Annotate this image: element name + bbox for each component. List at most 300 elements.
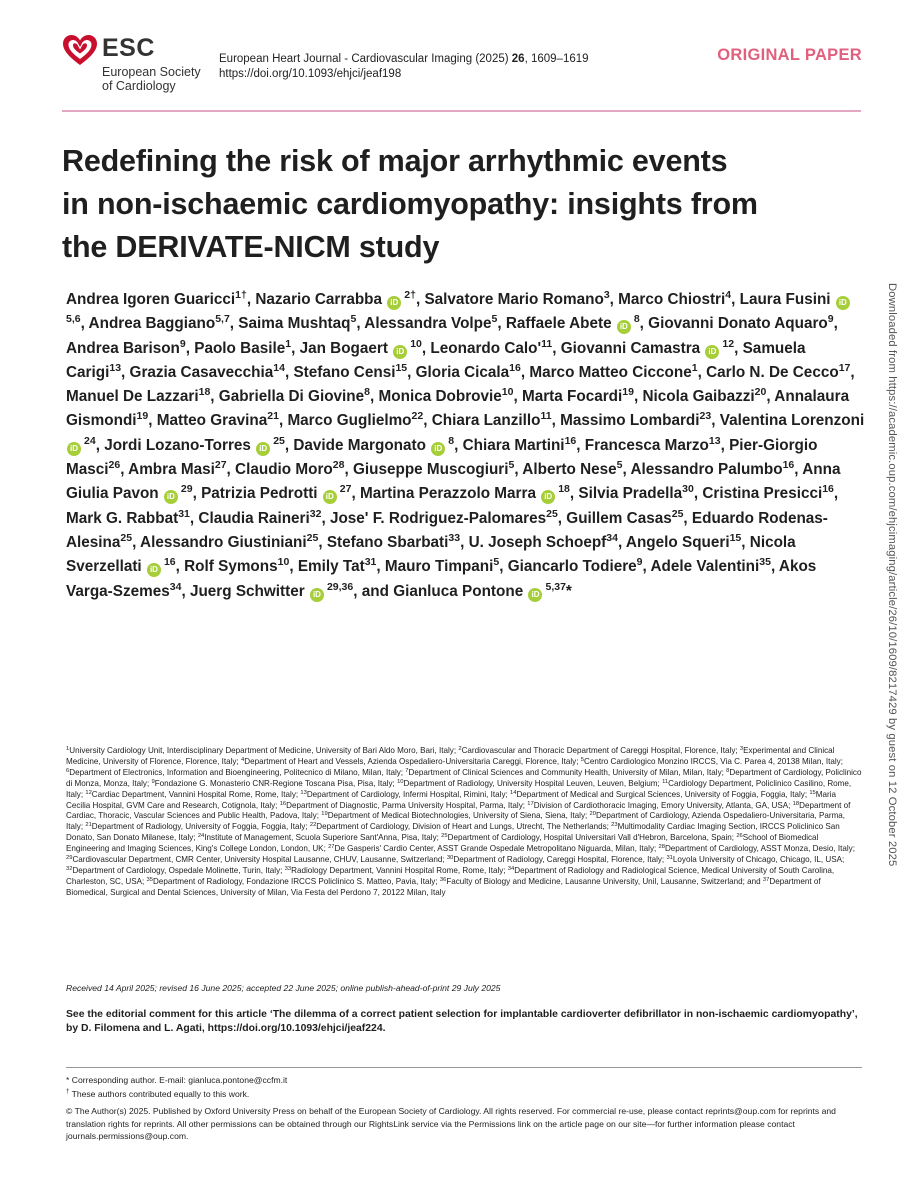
author-affiliation-number: 33 [448,531,461,544]
author-affiliation-number: 25 [306,531,319,544]
affiliation-text: Department of Radiology, University Hospital Leuven, Leuven, Belgium; [403,778,660,788]
author-affiliation-number: 26 [108,459,121,472]
affiliation-entry [440,877,761,886]
author-entry: Valentina Lorenzoni $iD^{24}$, [66,412,864,453]
author-entry: Giuseppe Muscogiuri$^5$, [352,459,523,479]
editorial-comment-note: See the editorial comment for this article ‘The dilemma of a correct patient selection for implantable cardioverter defibrillator in non-ischaemic cardiomyopathy’, by D. Filomena and L. Agati, https://doi.org/10.1093/ehjci/jeaf224. [66,1009,858,1034]
affiliation-text: Division of Cardiothoracic Imaging, Emory University, Atlanta, GA, USA; [533,800,791,810]
affiliation-number: 23 [611,822,618,829]
affiliation-entry [85,790,298,799]
author-entry: Andrea Baggiano$^{5,7}$, [88,313,239,333]
author-affiliation-number: 18 [558,483,570,496]
equal-contribution-footnote [66,1086,862,1100]
author-name[interactable]: Davide Margonato [293,436,426,454]
author-entry: Gabriella Di Giovine$^8$, [218,386,379,406]
corresponding-author-footnote: * Corresponding author. E-mail: gianluca.pontone@ccfm.it [66,1075,288,1085]
author-entry: U. Joseph Schoepf$^{34}$, [468,531,626,551]
author-affiliation-number: 34 [169,580,182,593]
author-entry [361,580,572,600]
author-affiliation-number: 16 [564,434,577,447]
affiliation-number: 35 [146,876,153,883]
author-entry: Giovanni Donato Aquaro$^9$, [648,313,838,333]
affiliation-text: Department of Heart and Vessels, Azienda Ospedaliero-Universitaria Careggi, Florence, Italy; [244,756,579,766]
affiliation-entry [405,768,724,777]
author-affiliation-number: 8 [448,434,455,447]
affiliation-number: 5 [580,756,584,763]
author-entry: Massimo Lombardi$^{23}$, [560,410,720,430]
author-name[interactable]: Silvia Pradella [578,485,683,503]
author-name[interactable]: Paolo Basile [194,339,286,357]
author-name[interactable]: Monica Dobrovie [378,388,502,406]
author-entry: Rolf Symons$^{10}$, [184,556,298,576]
author-name[interactable]: Martina Perazzolo Marra [359,485,536,503]
affiliation-text: Maria Cecilia Hospital, GVM Care and Research, Cotignola, Italy; [66,789,837,810]
author-affiliation-number: 15 [395,361,408,374]
affiliation-number: 20 [589,811,596,818]
author-entry: Giovanni Camastra $iD^{12}$, [560,337,743,357]
author-name[interactable]: Andrea Baggiano [88,315,216,333]
affiliation-number: 32 [66,865,73,872]
author-entry: Patrizia Pedrotti $iD^{27}$, [201,483,360,503]
author-affiliation-number: 28 [332,459,345,472]
header-divider [62,110,861,112]
author-name[interactable]: Raffaele Abete [505,315,612,333]
author-name[interactable]: Stefano Censi [293,363,396,381]
author-name[interactable]: Giovanni Camastra [560,339,701,357]
affiliation-number: 17 [527,800,534,807]
affiliation-text: Department of Cardiac, Thoracic, Vascular Sciences and Public Health, Padova, Italy; [66,800,851,821]
author-affiliation-number: 15 [729,531,742,544]
author-name[interactable]: Nicola Sverzellati [66,533,796,576]
paper-type-label: ORIGINAL PAPER [717,46,862,64]
affiliation-number: 24 [197,833,205,840]
author-affiliation-number: 32 [309,507,322,520]
affiliation-number: 10 [397,778,404,785]
affiliation-number: 16 [279,800,287,807]
affiliation-entry [66,855,445,864]
author-entry: Chiara Lanzillo$^{11}$, [431,410,561,430]
author-entry: Anna Giulia Pavon $iD^{29}$, [66,461,841,503]
affiliation-number: 29 [66,855,73,862]
affiliation-text: Centro Cardiologico Monzino IRCCS, Via C. Parea 4, 20138 Milan, Italy; [583,756,843,766]
author-name[interactable]: Alberto Nese [522,461,617,479]
author-name[interactable]: Jose' F. Rodriguez-Palomares [329,509,547,527]
author-entry: Alessandra Volpe$^5$, [364,313,506,333]
author-entry: Cristina Presicci$^{16}$, [702,483,839,503]
author-entry: Mauro Timpani$^5$, [384,556,508,576]
author-entry: Carlo N. De Cecco$^{17}$, [706,361,855,381]
affiliation-text: Experimental and Clinical Medicine, University of Florence, Florence, Italy; [66,746,835,766]
author-name[interactable]: Mark G. Rabbat [66,509,179,527]
orcid-icon[interactable]: iD [310,588,324,602]
author-name[interactable]: Gianluca Pontone [393,582,524,600]
affiliation-text: Department of Cardiology, Hospital Universitari Vall d'Hebron, Barcelona, Spain; [447,833,735,843]
author-entry: Salvatore Mario Romano$^3$, [424,289,619,308]
affiliation-text: Department of Medical Biotechnologies, University of Siena, Siena, Italy; [327,811,588,821]
author-affiliation-number: 25 [120,531,133,544]
author-entry: Marta Focardi$^{19}$, [521,386,643,406]
author-affiliation-number: 13 [109,361,122,374]
author-affiliation-number: 16 [163,556,176,569]
author-entry: Mark G. Rabbat$^{31}$, [66,507,199,527]
affiliation-entry [510,790,807,799]
orcid-icon[interactable]: iD [323,490,337,504]
journal-name: European Heart Journal - Cardiovascular Imaging (2025) [219,53,509,65]
author-affiliation-number: 27 [214,459,227,472]
author-name[interactable]: Angelo Squeri [625,533,730,551]
affiliation-text: Department of Cardiology, Infermi Hospital, Rimini, Italy; [306,789,508,799]
orcid-icon[interactable]: iD [393,345,407,359]
author-entry: Jordi Lozano-Torres $iD^{25}$, [104,434,294,454]
author-name[interactable]: Salvatore Mario Romano [424,291,604,308]
author-name[interactable]: Marco Guglielmo [287,412,412,430]
affiliation-number: 14 [510,789,517,796]
esc-heart-logo-icon [62,34,98,68]
affiliation-text: Loyola University of Chicago, Chicago, IL, USA; [672,855,845,865]
affiliation-text: Radiology Department, Vannini Hospital Rome, Rome, Italy; [291,865,506,875]
author-entry: Andrea Barison$^9$, [66,337,195,357]
author-entry: Alessandro Giustiniani$^{25}$, [140,531,327,551]
affiliation-entry [659,844,855,853]
author-entry: Paolo Basile$^1$, [194,337,300,357]
affiliation-text: Multimodality Cardiac Imaging Section, IRCCS Policlinico San Donato, San Donato Milanese, Italy; [66,822,840,843]
affiliation-entry [66,746,456,755]
author-name[interactable]: Adele Valentini [650,558,760,576]
author-name[interactable]: Juerg Schwitter [189,582,305,600]
affiliation-text: Department of Radiology, Fondazione IRCCS Policlinico S. Matteo, Pavia, Italy; [152,876,438,886]
copyright-notice: © The Author(s) 2025. Published by Oxford University Press on behalf of the European Society of Cardiology. All rights reserved. For commercial re-use, please contact reprints@oup.com for reprints and translation rights for reprints. All other permissions can be obtained through our RightsLink service via the Permissions link on the article page on our site—for further information please contact journals.permissions@oup.com. [66,1106,836,1142]
journal-volume: 26 [511,53,525,65]
author-name[interactable]: Nicola Gaibazzi [642,388,755,406]
author-name[interactable]: Carlo N. De Cecco [706,363,839,381]
author-entry: Chiara Martini$^{16}$, [462,434,585,454]
author-name[interactable]: Anna Giulia Pavon [66,461,841,503]
affiliation-number: 33 [284,865,292,872]
orcid-icon[interactable]: iD [67,442,81,456]
affiliation-number: 37 [762,876,770,883]
author-name[interactable]: Chiara Martini [462,436,565,454]
author-entry: Saima Mushtaq$^5$, [238,313,365,333]
affiliation-text: Department of Medical and Surgical Sciences, University of Foggia, Foggia, Italy; [516,789,808,799]
author-affiliation-number: 12 [722,337,735,350]
author-name[interactable]: Pier-Giorgio Masci [66,436,818,479]
author-affiliation-number: 23 [699,410,712,423]
author-name[interactable]: Grazia Casavecchia [129,363,274,381]
affiliation-text: University Cardiology Unit, Interdisciplinary Department of Medicine, University of Bari Aldo Moro, Bari, Italy; [69,746,457,755]
author-name[interactable]: U. Joseph Schoepf [468,533,607,551]
author-name[interactable]: Marco Matteo Ciccone [529,363,692,381]
affiliation-text: Faculty of Biology and Medicine, Lausanne University, Unil, Lausanne, Switzerland; and [446,876,761,886]
author-name[interactable]: Gabriella Di Giovine [218,388,365,406]
author-name[interactable]: Laura Fusini [739,291,831,308]
author-name[interactable]: Giancarlo Todiere [507,558,637,576]
author-affiliation-number: 5 [508,459,515,472]
author-affiliation-number: 5,37 [545,580,566,593]
author-affiliation-number: 29 [180,483,193,496]
affiliation-entry [397,779,660,788]
author-name[interactable]: Alessandro Palumbo [630,461,783,479]
affiliation-text: Cardiovascular and Thoracic Department of Careggi Hospital, Florence, Italy; [461,746,738,755]
affiliation-number: 6 [66,767,70,774]
affiliation-entry [151,779,394,788]
author-name[interactable]: Marta Focardi [521,388,623,406]
author-name[interactable]: Francesca Marzo [584,436,709,454]
author-name[interactable]: Gloria Cicala [415,363,510,381]
author-name[interactable]: Chiara Lanzillo [431,412,541,430]
affiliation-number: 27 [328,844,335,851]
author-name[interactable]: Matteo Gravina [156,412,268,430]
orcid-icon[interactable]: iD [705,345,719,359]
author-name[interactable]: Leonardo Calo' [430,339,542,357]
dagger-mark: † [66,1089,70,1096]
orcid-icon[interactable]: iD [617,320,631,334]
orcid-icon[interactable]: iD [541,490,555,504]
affiliation-number: 31 [666,855,673,862]
affiliation-text: Cardiac Department, Vannini Hospital Rome, Rome, Italy; [91,789,299,799]
affiliation-entry [85,822,307,831]
affiliation-number: 30 [446,855,454,862]
author-name[interactable]: Annalaura Gismondi [66,388,850,430]
author-name[interactable]: Jordi Lozano-Torres [104,436,251,454]
author-name[interactable]: Akos Varga-Szemes [66,558,817,600]
author-affiliation-number: 5 [616,459,623,472]
affiliation-entry [447,855,664,864]
author-affiliation-number: 2† [404,289,416,301]
author-affiliation-number: 9 [827,313,834,326]
author-affiliation-number: 1 [691,361,698,374]
journal-citation [219,52,589,82]
author-entry: Raffaele Abete $iD^8$, [505,313,649,333]
author-entry: Monica Dobrovie$^{10}$, [378,386,522,406]
author-name[interactable]: Samuela Carigi [66,339,806,381]
author-affiliation-number: 16 [782,459,795,472]
affiliation-number: 34 [507,865,515,872]
author-entry: Juerg Schwitter iD$^{29,36}$, [189,580,362,600]
author-affiliation-number: 30 [682,483,694,496]
affiliation-entry [147,877,438,886]
author-entry: Matteo Gravina$^{21}$, [156,410,288,430]
author-affiliation-number: 18 [198,386,211,399]
author-affiliation-number: 5 [493,556,500,569]
affiliation-entry [66,866,282,875]
affiliation-text: Department of Diagnostic, Parma University Hospital, Parma, Italy; [286,800,525,810]
author-name[interactable]: Giuseppe Muscogiuri [352,461,509,479]
download-watermark-text: Downloaded from https://academic.oup.com/ehjcimaging/article/26/10/1609/8217429 by guest on 12 October 2025 [886,283,898,867]
author-name[interactable]: Rolf Symons [184,558,278,576]
author-affiliation-number: 34 [606,531,618,544]
affiliation-text: Department of Cardiology, ASST Monza, Desio, Italy; [664,844,855,854]
affiliation-entry [328,844,656,853]
orcid-icon[interactable]: iD [836,296,850,310]
author-entry: Claudio Moro$^{28}$, [235,459,353,479]
received-dates: Received 14 April 2025; revised 16 June 2025; accepted 22 June 2025; online publish-ahead-of-print 29 July 2025 [66,983,501,993]
orcid-icon[interactable]: iD [431,442,445,456]
author-name[interactable]: Claudia Raineri [198,509,310,527]
doi-link[interactable]: https://doi.org/10.1093/ehjci/jeaf198 [219,68,402,80]
author-list [66,288,866,604]
author-affiliation-number: 3 [603,289,610,301]
author-name[interactable]: Cristina Presicci [702,485,823,503]
affiliation-number: 4 [240,756,245,763]
footnotes [66,1074,862,1100]
author-affiliation-number: 20 [754,386,767,399]
affiliation-text: Department of Clinical Sciences and Community Health, University of Milan, Milan, Italy; [408,767,724,777]
author-name[interactable]: Andrea Barison [66,339,180,357]
author-affiliation-number: 5,7 [215,313,230,326]
author-name[interactable]: Claudio Moro [235,461,333,479]
author-affiliation-number: 31 [178,507,190,520]
author-entry: Leonardo $Calo'^{11}$, [430,337,561,357]
logo-acronym: ESC [102,34,155,62]
author-name[interactable]: Stefano Sbarbati [326,533,449,551]
author-name[interactable]: Giovanni Donato Aquaro [648,315,828,333]
author-name[interactable]: Saima Mushtaq [238,315,351,333]
author-name[interactable]: Eduardo Rodenas-Alesina [66,509,828,551]
author-entry: Stefano Censi$^{15}$, [293,361,416,381]
author-entry: Marco Matteo Ciccone$^1$, [529,361,707,381]
author-affiliation-number: 10 [410,337,422,350]
affiliation-text: Cardiology Department, Policlinico Casilino, Rome, Italy; [66,778,852,799]
title-line-3: the DERIVATE-NICM study [62,230,440,264]
affiliation-entry [66,768,403,777]
affiliation-number: 25 [441,833,448,840]
author-entry: Pier-Giorgio Masci$^{26}$, [66,436,818,479]
author-entry: Nicola Gaibazzi$^{20}$, [642,386,775,406]
affiliation-entry [300,790,507,799]
author-entry: Giancarlo Todiere$^9$, [507,556,651,576]
affiliation-entry [280,801,525,810]
affiliation-number: 22 [309,822,317,829]
affiliation-entry [241,757,579,766]
author-name[interactable]: Andrea Igoren Guaricci [66,291,236,308]
author-entry: Manuel De Lazzari$^{18}$, [66,386,219,406]
author-entry: Nicola Sverzellati $iD^{16}$, [66,533,796,576]
author-affiliation-number: 25 [273,434,285,447]
author-entry: Gloria Cicala$^{16}$, [415,361,530,381]
author-entry: Emily Tat$^{31}$, [297,556,385,576]
author-entry: Grazia Casavecchia$^{14}$, [129,361,294,381]
author-entry: Claudia Raineri$^{32}$, [198,507,330,527]
author-name[interactable]: Marco Chiostri [618,291,726,308]
author-entry: Laura Fusini iD$^{5,6}$, [66,291,853,332]
author-affiliation-number: 19 [622,386,634,399]
author-entry: Adele Valentini$^{35}$, [650,556,779,576]
affiliation-entry [458,746,737,755]
affiliation-text: De Gasperis' Cardio Center, ASST Grande Ospedale Metropolitano Niguarda, Milan, Italy; [334,844,657,854]
affiliation-number: 21 [85,822,92,829]
affiliation-entry [321,811,587,820]
orcid-icon[interactable]: iD [256,442,270,456]
orcid-icon[interactable]: iD [147,563,161,577]
affiliation-text: School of Biomedical Engineering and Imaging Sciences, King's College London, London, UK; [66,833,819,854]
author-entry: Samuela Carigi$^{13}$, [66,339,806,381]
affiliation-number: 3 [739,746,744,752]
affiliation-entry [310,822,609,831]
affiliation-text: Fondazione G. Monasterio CNR-Regione Toscana Pisa, Pisa, Italy; [154,778,395,788]
author-affiliation-number: 25 [546,507,558,520]
affiliation-text: Department of Radiology, Careggi Hospital, Florence, Italy; [453,855,665,865]
author-entry: Davide Margonato $iD^8$, [293,434,463,454]
author-affiliation-number: 8 [633,313,640,326]
affiliation-entry [581,757,843,766]
article-title [62,140,872,269]
logo-society-name [102,65,202,93]
author-name[interactable]: Manuel De Lazzari [66,388,199,406]
author-entry: Martina Perazzolo Marra $iD^{18}$, [359,483,579,503]
author-entry: Eduardo Rodenas-Alesina$^{25}$, [66,509,828,551]
author-affiliation-number: 14 [273,361,285,374]
author-name[interactable]: Ambra Masi [128,461,215,479]
affiliation-number: 26 [736,833,743,840]
affiliation-number: 8 [726,767,730,774]
corresponding-author-mark: * [565,582,572,600]
author-affiliation-number: 1† [235,289,247,301]
author-affiliation-number: 1 [285,337,292,350]
author-affiliation-number: 11 [541,337,553,350]
logo-society-line1: European Society [102,65,201,79]
author-affiliation-number: 25 [671,507,684,520]
equal-contribution-text: These authors contributed equally to this work. [71,1089,250,1100]
author-affiliation-number: 4 [725,289,732,301]
download-watermark [884,283,900,933]
author-name[interactable]: Nazario Carrabba [255,291,383,308]
author-name[interactable]: Alessandra Volpe [364,315,492,333]
author-name[interactable]: Alessandro Giustiniani [140,533,307,551]
affiliation-number: 19 [321,811,328,818]
affiliation-number: 7 [405,767,409,774]
affiliation-number: 1 [66,746,70,752]
author-name[interactable]: Valentina Lorenzoni [719,412,865,430]
title-line-1: Redefining the risk of major arrhythmic events [62,144,728,178]
author-entry: Jose' F. Rodriguez-Palomares$^{25}$, [329,507,567,527]
affiliation-text: Department of Radiology, University of Foggia, Foggia, Italy; [91,822,308,832]
affiliation-text: Department of Electronics, Information and Bioengineering, Politecnico di Milano, Milan, Italy; [69,767,404,777]
author-affiliation-number: 22 [411,410,424,423]
affiliation-text: Department of Cardiology, Azienda Ospedaliero-Universitaria, Parma, Italy; [66,811,846,832]
orcid-icon[interactable]: iD [387,296,401,310]
orcid-icon[interactable]: iD [528,588,542,602]
title-line-2: in non-ischaemic cardiomyopathy: insights from [62,187,758,221]
author-name[interactable]: Jan Bogaert [299,339,388,357]
affiliation-number: 12 [85,789,92,796]
affiliation-text: Department of Cardiology, Policlinico di Monza, Monza, Italy; [66,767,862,788]
author-affiliation-number: 9 [636,556,643,569]
affiliation-number: 2 [458,746,462,752]
author-affiliation-number: 21 [267,410,279,423]
author-name[interactable]: Patrizia Pedrotti [201,485,318,503]
author-affiliation-number: 5 [350,313,357,326]
affiliation-text: Cardiovascular Department, CMR Center, University Hospital Lausanne, CHUV, Lausanne, Switzerland; [72,855,445,865]
author-conjunction: and [361,582,389,600]
author-name[interactable]: Mauro Timpani [384,558,494,576]
author-entry: Silvia Pradella$^{30}$, [578,483,703,503]
affiliation-number: 9 [151,778,155,785]
author-name[interactable]: Emily Tat [297,558,365,576]
affiliation-entry [285,866,506,875]
author-entry: Francesca Marzo$^{13}$, [584,434,730,454]
author-name[interactable]: Massimo Lombardi [560,412,700,430]
affiliations-block [66,746,862,899]
author-entry: Guillem Casas$^{25}$, [566,507,692,527]
author-affiliation-number: 8 [364,386,371,399]
orcid-icon[interactable]: iD [164,490,178,504]
author-entry: Angelo Squeri$^{15}$, [625,531,750,551]
author-affiliation-number: 16 [509,361,521,374]
esc-logo[interactable] [62,28,202,98]
author-name[interactable]: Guillem Casas [566,509,672,527]
author-affiliation-number: 5 [491,313,498,326]
author-entry: Andrea Igoren Guaricci$^{1\dagger}$, [66,289,256,308]
